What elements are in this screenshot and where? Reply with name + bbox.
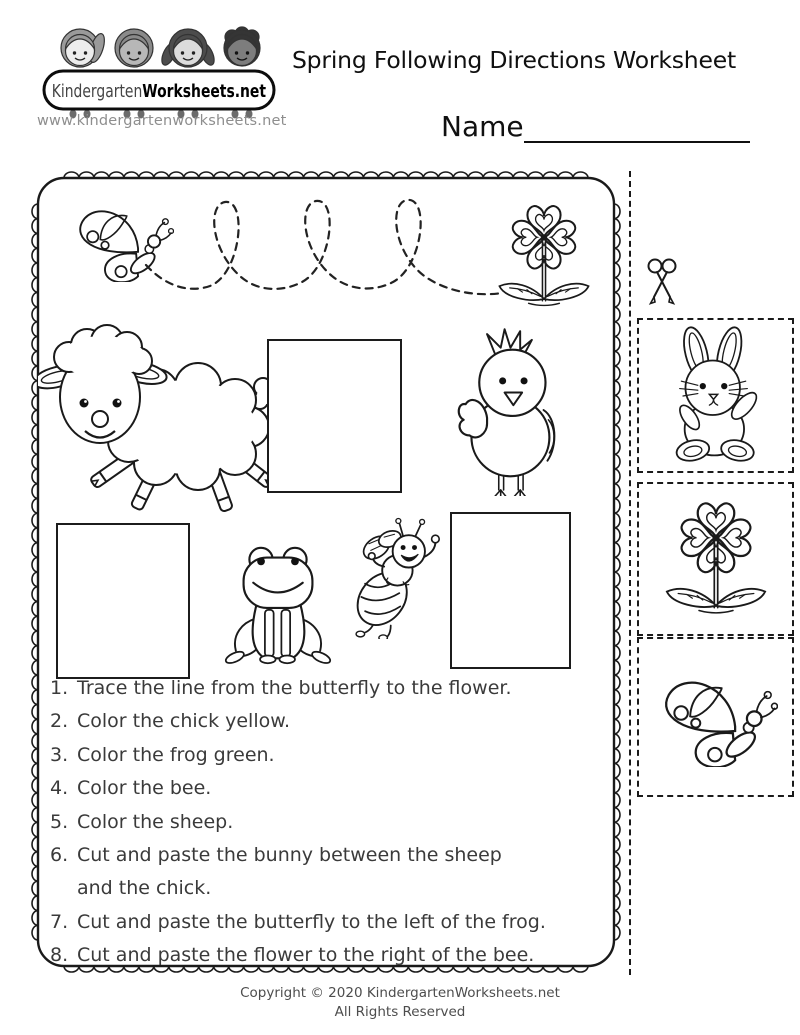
- bunny-illustration: [650, 325, 782, 467]
- butterfly-illustration: [654, 668, 778, 767]
- flower-illustration: [496, 203, 592, 311]
- kindergarten-worksheets-logo: [42, 14, 277, 122]
- copyright-footer: [0, 984, 800, 1022]
- sheep-illustration: [38, 315, 290, 515]
- cutout-box-bunny: [637, 318, 794, 473]
- flower-illustration: [663, 500, 769, 619]
- website-url: www.kindergartenworksheets.net: [37, 113, 287, 129]
- scissors-icon: [644, 257, 680, 309]
- name-write-line: [524, 111, 750, 143]
- instruction-item: 5. Color the sheep.: [50, 810, 234, 833]
- instruction-item: 7. Cut and paste the butterfly to the left of the frog.: [50, 910, 546, 933]
- instruction-item: 1. Trace the line from the butterfly to the flower.: [50, 677, 512, 699]
- instruction-item: 4. Color the bee.: [50, 777, 212, 800]
- instructions-list: [50, 672, 616, 973]
- name-field: [441, 110, 750, 143]
- trace-line: [138, 183, 518, 305]
- instruction-item-continuation: and the chick.: [77, 877, 212, 900]
- paste-box-left-of-frog: [56, 523, 190, 679]
- copyright-line: Copyright © 2020 KindergartenWorksheets.net: [240, 985, 560, 1001]
- logo-text: KindergartenWorksheets.net: [51, 80, 266, 102]
- instruction-item: 3. Color the frog green.: [50, 743, 275, 766]
- frog-illustration: [222, 542, 334, 670]
- rights-line: All Rights Reserved: [334, 1004, 466, 1020]
- cutout-box-flower: [637, 482, 794, 636]
- cutout-box-butterfly: [637, 637, 794, 797]
- bee-illustration: [348, 515, 443, 639]
- paste-box-right-of-bee: [450, 512, 571, 669]
- chick-illustration: [452, 328, 564, 496]
- instruction-item: 6. Cut and paste the bunny between the sheep: [50, 844, 502, 867]
- instruction-item: 2. Color the chick yellow.: [50, 710, 291, 733]
- instruction-item: 8. Cut and paste the flower to the right of the bee.: [50, 944, 535, 967]
- paste-box-between-sheep-and-chick: [267, 339, 402, 493]
- page-title: Spring Following Directions Worksheet: [291, 45, 737, 74]
- name-label: Name: [441, 110, 524, 143]
- cut-guide-line: [629, 171, 631, 975]
